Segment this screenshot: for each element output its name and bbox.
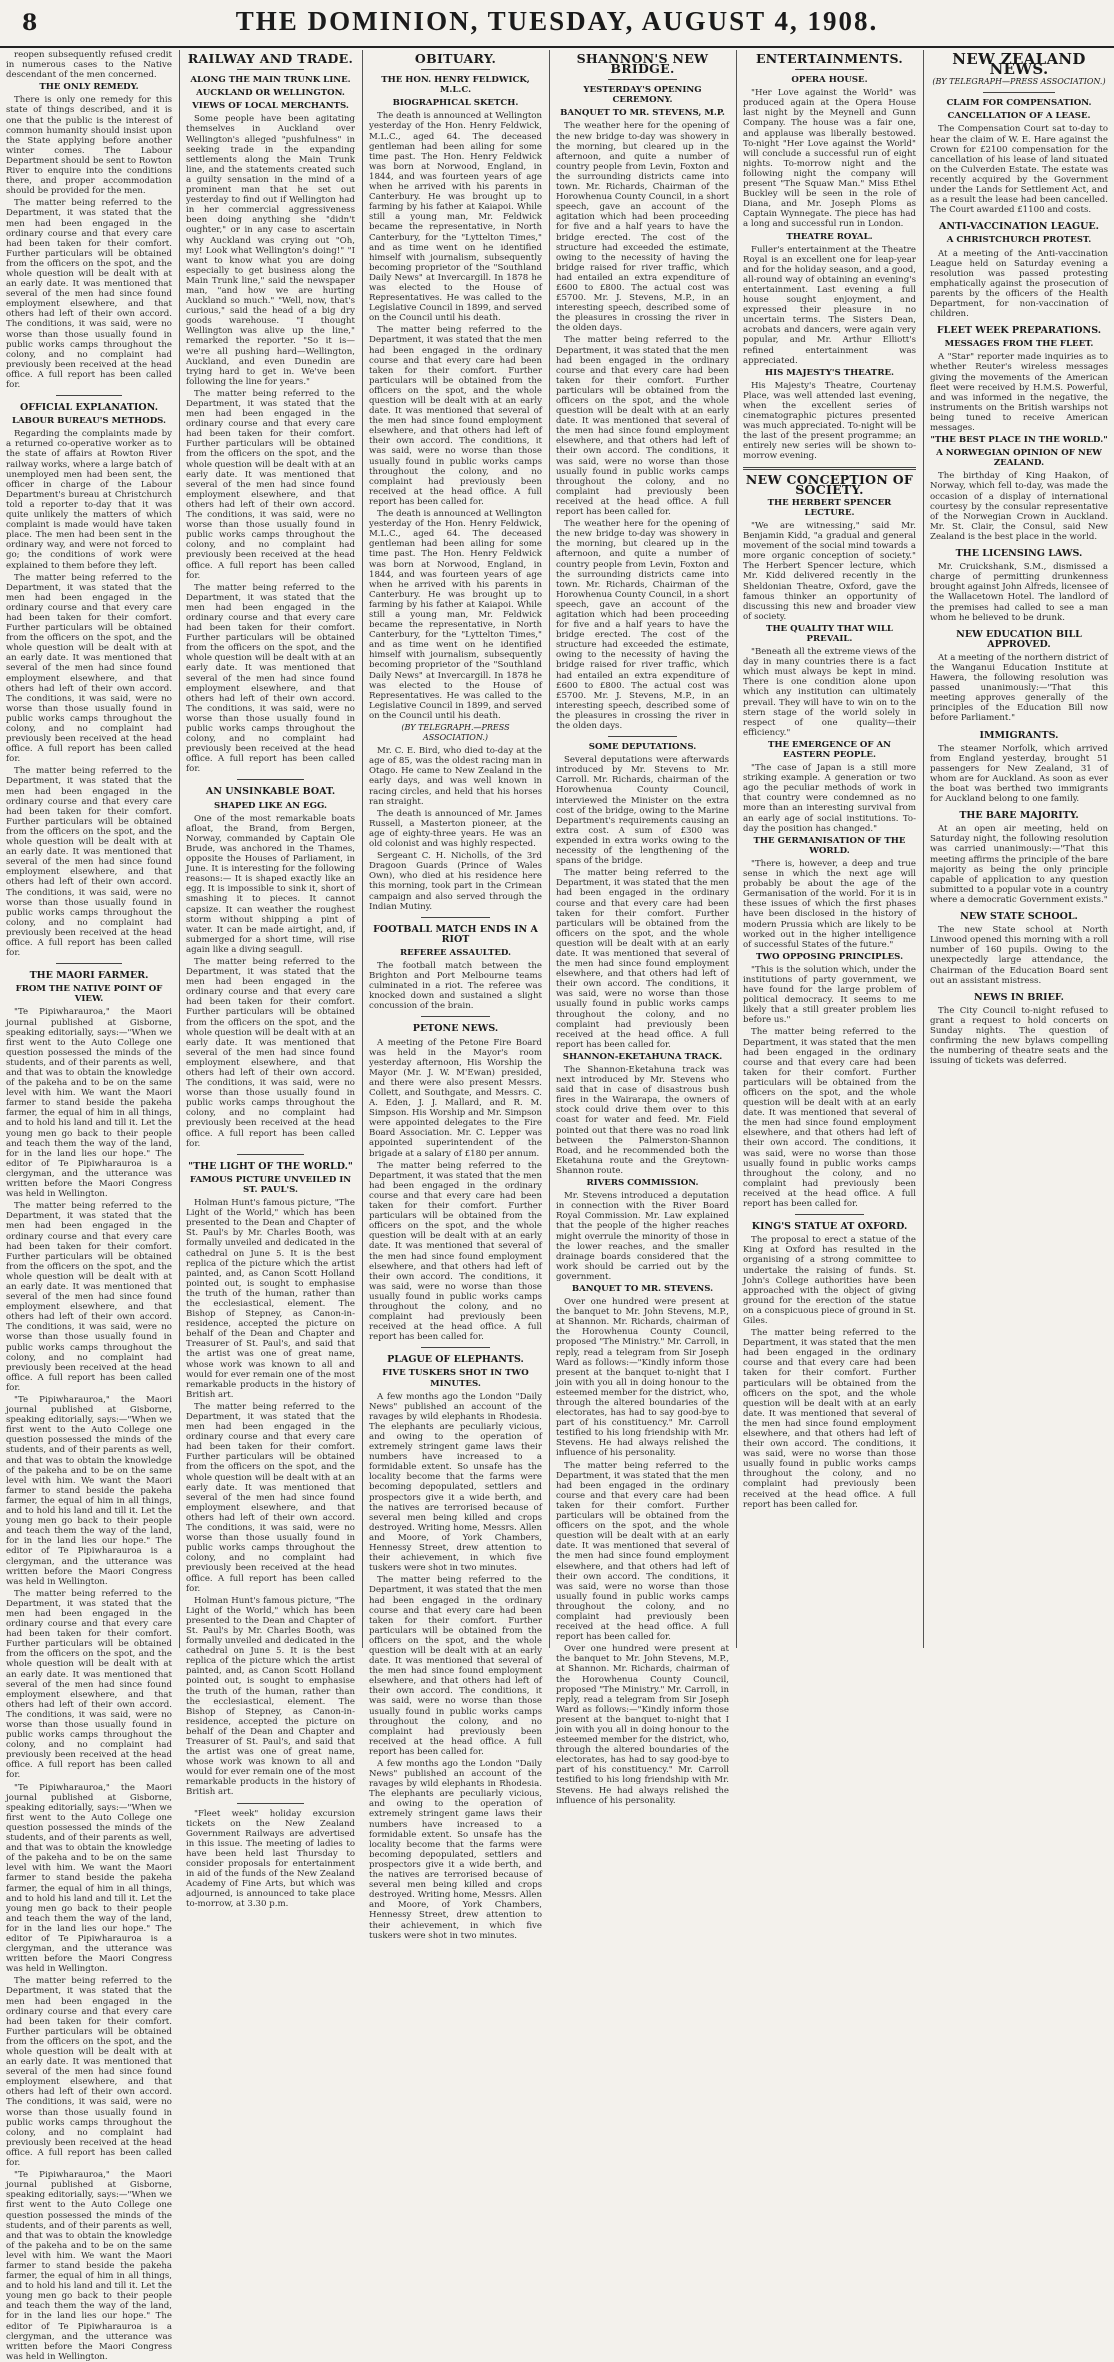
article-text: The matter being referred to the Department, it was stated that the men had been engaged in the ordinary course and that every care had been taken for their comfort. Further particulars will be obtained from the officers on the spot, and the whole question will be dealt with at an early date. It was mentioned that several of the men had since found employment elsewhere, and that others had left of their own accord. The conditions, it was said, were no worse than those usually found in public works camps throughout the colony, and no complaint had previously been received at the head office. A full report has been called for.: [186, 388, 355, 581]
divider: [421, 917, 490, 918]
subheading: LABOUR BUREAU'S METHODS.: [11, 416, 167, 427]
article-text: The matter being referred to the Department, it was stated that the men had been engaged in the ordinary course and that every care had been taken for their comfort. Further particulars will be obtained from the officers on the spot, and the whole question will be dealt with at an early date. It was mentioned that several of the men had since found employment elsewhere, and that others had left of their own accord. The conditions, it was said, were no worse than those usually found in public works camps throughout the colony, and no complaint had previously been received at the head office. A full report has been called for.: [556, 868, 729, 1050]
article-text: "Te Pipiwharauroa," the Maori journal published at Gisborne, speaking editorially, says:—"When we first went to the Auto College one question possessed the minds of the students, and of their parents as well, and that was to obtain the knowledge of the pakeha and to be on the same level with him. We want the Maori farmer to stand beside the pakeha farmer, the equal of him in all things, and to hold his land and till it. Let the young men go back to their people and teach them the way of the land, for in the land lies our hope." The editor of Te Pipiwharauroa is a clergyman, and the utterance was written before the Maori Congress was held in Wellington.: [6, 1395, 172, 1587]
headline: THE BARE MAJORITY.: [959, 810, 1079, 822]
article-text: reopen subsequently refused credit in numerous cases to the Native descendant of the men concerned.: [6, 50, 172, 81]
article-text: "Te Pipiwharauroa," the Maori journal published at Gisborne, speaking editorially, says:—"When we first went to the Auto College one question possessed the minds of the students, and of their parents as well, and that was to obtain the knowledge of the pakeha and to be on the same level with him. We want the Maori farmer to stand beside the pakeha farmer, the equal of him in all things, and to hold his land and till it. Let the young men go back to their people and teach them the way of the land, for in the land lies our hope." The editor of Te Pipiwharauroa is a clergyman, and the utterance was written before the Maori Congress was held in Wellington.: [6, 1007, 172, 1200]
article-text: The matter being referred to the Department, it was stated that the men had been engaged in the ordinary course and that every care had been taken for their comfort. Further particulars will be obtained from the officers on the spot, and the whole question will be dealt with at an early date. It was mentioned that several of the men had since found employment elsewhere, and that others had left of their own accord. The conditions, it was said, were no worse than those usually found in public works camps throughout the colony, and no complaint had previously been received at the head office. A full report has been called for.: [556, 335, 729, 518]
article-text: "Her Love against the World" was produced again at the Opera House last night by the Meynell and Gunn Company. The house was a fair one, and applause was liberally bestowed. To-night "Her Love against the World" will conclude a successful run of eight nights. To-morrow night and the following night the company will present "The Squaw Man." Miss Ethel Buckley will be seen in the role of Diana, and Mr. Joseph Ploms as Captain Wynnegate. The piece has had a long and successful run in London.: [743, 88, 916, 230]
article-text: The death is announced at Wellington yesterday of the Hon. Henry Feldwick, M.L.C., aged 64. The deceased gentleman had been ailing for some time past. The Hon. Henry Feldwick was born at Norwood, England, in 1844, and was fourteen years of age when he arrived with his parents in Canterbury. He was brought up to farming by his father at Kaiapoi. While still a young man, Mr. Feldwick became the representative, in North Canterbury, for the "Lyttelton Times," and as time went on he identified himself with journalism, subsequently becoming proprietor of the "Southland Daily News" at Invercargill. In 1878 he was elected to the House of Representatives. He was called to the Legislative Council in 1899, and served on the Council until his death.: [369, 509, 542, 721]
article-text: The matter being referred to the Department, it was stated that the men had been engaged in the ordinary course and that every care had been taken for their comfort. Further particulars will be obtained from the officers on the spot, and the whole question will be dealt with at an early date. It was mentioned that several of the men had since found employment elsewhere, and that others had left of their own accord. The conditions, it was said, were no worse than those usually found in public works camps throughout the colony, and no complaint had previously been received at the head office. A full report has been called for.: [743, 1328, 916, 1510]
column-rule: [362, 50, 363, 1648]
article-text: The matter being referred to the Department, it was stated that the men had been engaged in the ordinary course and that every care had been taken for their comfort. Further particulars will be obtained from the officers on the spot, and the whole question will be dealt with at an early date. It was mentioned that several of the men had since found employment elsewhere, and that others had left of their own accord. The conditions, it was said, were no worse than those usually found in public works camps throughout the colony, and no complaint had previously been received at the head office. A full report has been called for.: [743, 1027, 916, 1210]
headline: RAILWAY AND TRADE.: [187, 51, 354, 66]
article-text: "Fleet week" holiday excursion tickets on the New Zealand Government Railways are advertised in this issue. The meeting of ladies to have been held last Thursday to consider proposals for entertainment in aid of the funds of the New Zealand Academy of Fine Arts, but which was adjourned, is announced to take place to-morrow, at 3.30 p.m.: [186, 1808, 355, 1910]
subheading: THE EMERGENCE OF AN EASTERN PEOPLE.: [767, 739, 892, 760]
column-5: [743, 50, 916, 1648]
divider: [56, 963, 122, 964]
subheading: BANQUET TO MR. STEVENS, M.P.: [560, 108, 725, 119]
divider: [56, 395, 122, 396]
headline: PLAGUE OF ELEPHANTS.: [387, 1354, 524, 1366]
article-text: The matter being referred to the Department, it was stated that the men had been engaged in the ordinary course and that every care had been taken for their comfort. Further particulars will be obtained from the officers on the spot, and the whole question will be dealt with at an early date. It was mentioned that several of the men had since found employment elsewhere, and that others had left of their own accord. The conditions, it was said, were no worse than those usually found in public works camps throughout the colony, and no complaint had previously been received at the head office. A full report has been called for.: [6, 1976, 172, 2169]
divider: [795, 1214, 864, 1215]
article-text: "Beneath all the extreme views of the day in many countries there is a fact which must always be kept in mind. There is one condition alone upon which any institution can ultimately prevail. They will have to win on to the stern stage of the world solely in respect of one quality—their efficiency.": [743, 647, 916, 738]
divider: [421, 1016, 490, 1017]
subheading: FIVE TUSKERS SHOT IN TWO MINUTES.: [382, 1368, 529, 1389]
article-text: Mr. C. E. Bird, who died to-day at the age of 85, was the oldest racing man in Otago. He came to New Zealand in the early days, and was well known in racing circles, and held that his horses ran straight.: [369, 746, 542, 807]
article-text: The new State school at North Linwood opened this morning with a roll number of 160 pupils. Owing to the unexpectedly large attendance, the Chairman of the Education Board sent out an assistant mistress.: [930, 925, 1108, 986]
article-text: The birthday of King Haakon, of Norway, which fell to-day, was made the occasion of a display of international courtesy by the consular representative of the Norwegian Crown in Auckland. Mr. St. Clair, the Consul, said New Zealand is the best place in the world.: [930, 471, 1108, 542]
subheading: HIS MAJESTY'S THEATRE.: [764, 367, 895, 378]
column-rule: [736, 50, 737, 1648]
subheading: YESTERDAY'S OPENING CEREMONY.: [583, 85, 702, 106]
column-rule: [549, 50, 550, 1648]
headline: FLEET WEEK PREPARATIONS.: [936, 325, 1102, 337]
article-text: "The case of Japan is a still more striking example. A generation or two ago the peculiar methods of work in that country were condemned as no more than an interesting survival from an early age of social institutions. To-day the position has changed.": [743, 763, 916, 834]
page-number: 8: [22, 10, 38, 36]
article-text: The proposal to erect a statue of the King at Oxford has resulted in the organising of a strong committee to undertake the raising of funds. St. John's College authorities have been approached with the object of giving ground for the erection of the statue on a conspicuous piece of ground in St. Giles.: [743, 1235, 916, 1326]
article-text: The City Council to-night refused to grant a request to hold concerts on Sunday nights. The question of confirming the new bylaws compelling the numbering of theatre seats and the issuing of tickets was deferred.: [930, 1005, 1108, 1067]
article-text: Over one hundred were present at the banquet to Mr. John Stevens, M.P., at Shannon. Mr. Richards, chairman of the Horowhenua County Council, proposed "The Ministry." Mr. Carroll, in reply, read a telegram from Sir Joseph Ward as follows:—"Kindly inform those present at the banquet to-night that I join with you all in doing honour to the esteemed member for the district, who, through the altered boundaries of the electorates, has had to say good-bye to part of his constituency." Mr. Carroll testified to his long friendship with Mr. Stevens. He had always relished the influence of his personality.: [556, 1297, 729, 1459]
headline: OFFICIAL EXPLANATION.: [19, 402, 159, 414]
article-text: Mr. Cruickshank, S.M., dismissed a charge of permitting drunkenness brought against John Alfreds, licensee of the Wallacetown Hotel. The landlord of the premises had called to see a man whom he believed to be drunk.: [930, 562, 1108, 623]
dateline: (BY TELEGRAPH—PRESS ASSOCIATION.): [932, 77, 1106, 87]
subheading: CLAIM FOR COMPENSATION.: [946, 98, 1092, 109]
article-text: Several deputations were afterwards introduced by Mr. Stevens to Mr. Carroll. Mr. Richards, chairman of the Horowhenua County Council, interviewed the Minister on the extra cost of the bridge, owing to the Marine Department's requirements causing an extra cost. A sum of £300 was expended in extra works owing to the necessity of the lengthening of the spans of the bridge.: [556, 755, 729, 867]
headline: AN UNSINKABLE BOAT.: [205, 786, 336, 798]
article-text: Holman Hunt's famous picture, "The Light of the World," which has been presented to the Dean and Chapter of St. Paul's by Mr. Charles Booth, was formally unveiled and dedicated in the cathedral on June 5. It is the best replica of the picture which the artist painted, and, as Canon Scott Holland pointed out, is sought to emphasise the truth of the human, rather than the ecclesiastical, element. The Bishop of Stepney, as Canon-in-residence, accepted the picture on behalf of the Dean and Chapter and Treasurer of St. Paul's, and said that the artist was one of great name, whose work was known to all and would for ever remain one of the most remarkable products in the history of British art.: [186, 1595, 355, 1798]
subheading: CANCELLATION OF A LEASE.: [947, 111, 1091, 122]
article-text: "This is the solution which, under the institutions of party government, we have found for the large problem of political democracy. It seems to me likely that a still greater problem lies before us.": [743, 964, 916, 1026]
subheading: A CHRISTCHURCH PROTEST.: [946, 235, 1092, 246]
subheading: A NORWEGIAN OPINION OF NEW ZEALAND.: [936, 448, 1102, 469]
article-text: The matter being referred to the Department, it was stated that the men had been engaged in the ordinary course and that every care had been taken for their comfort. Further particulars will be obtained from the officers on the spot, and the whole question will be dealt with at an early date. It was mentioned that several of the men had since found employment elsewhere, and that others had left of their own accord. The conditions, it was said, were no worse than those usually found in public works camps throughout the colony, and no complaint had previously been received at the head office. A full report has been called for.: [369, 1160, 542, 1343]
article-text: At a meeting of the Anti-vaccination League held on Saturday evening a resolution was passed protesting emphatically against the prosecution of parents by the officers of the Health Department, for non-vaccination of children.: [930, 248, 1108, 320]
article-text: The steamer Norfolk, which arrived from England yesterday, brought 51 passengers for New Zealand, 31 of whom are for Auckland. As soon as ever the boat was berthed two immigrants for Auckland belong to one family.: [930, 743, 1108, 805]
subheading: FROM THE NATIVE POINT OF VIEW.: [15, 984, 163, 1005]
divider: [237, 69, 305, 70]
article-text: The matter being referred to the Department, it was stated that the men had been engaged in the ordinary course and that every care had been taken for their comfort. Further particulars will be obtained from the officers on the spot, and the whole question will be dealt with at an early date. It was mentioned that several of the men had since found employment elsewhere, and that others had left of their own accord. The conditions, it was said, were no worse than those usually found in public works camps throughout the colony, and no complaint had previously been received at the head office. A full report has been called for.: [369, 1575, 542, 1757]
article-text: The football match between the Brighton and Port Melbourne teams culminated in a riot. The referee was knocked down and sustained a slight concussion of the brain.: [369, 960, 542, 1012]
article-text: There is only one remedy for this state of things described, and it is one that the public is the interest of common humanity should insist upon the State applying before another winter comes. The Labour Department should be sent to Rowton River to enquire into the conditions there, and proper accommodation should be provided for the men.: [6, 95, 172, 197]
subheading: OPERA HOUSE.: [791, 75, 868, 86]
divider: [795, 69, 864, 70]
headline: NEW CONCEPTION OF SOCIETY.: [745, 471, 914, 497]
subheading: SOME DEPUTATIONS.: [588, 742, 697, 753]
article-text: One of the most remarkable boats afloat, the Brand, from Bergen, Norway, commanded by Captain Ole Brude, was anchored in the Thames, opposite the Houses of Parliament, in June. It is interesting for the following reasons:— It is shaped exactly like an egg. It is impossible to sink it, short of smashing it to pieces. It cannot capsize. It can weather the roughest storm without shipping a pint of water. It can be made airtight, and, if submerged for a short time, will rise again like a diving seagull.: [186, 813, 355, 955]
headline: ENTERTAINMENTS.: [755, 51, 904, 66]
subheading: BANQUET TO MR. STEVENS.: [571, 1283, 714, 1294]
divider: [421, 69, 490, 70]
headline: KING'S STATUE AT OXFORD.: [751, 1221, 908, 1233]
headline: FOOTBALL MATCH ENDS IN A RIOT: [373, 923, 538, 945]
article-text: The death is announced at Wellington yesterday of the Hon. Henry Feldwick, M.L.C., aged 64. The deceased gentleman had been ailing for some time past. The Hon. Henry Feldwick was born at Norwood, England, in 1844, and was fourteen years of age when he arrived with his parents in Canterbury. He was brought up to farming by his father at Kaiapoi. While still a young man, Mr. Feldwick became the representative, in North Canterbury, for the "Lyttelton Times," and as time went on he identified himself with journalism, subsequently becoming proprietor of the "Southland Daily News" at Invercargill. In 1878 he was elected to the House of Representatives. He was called to the Legislative Council in 1899, and served on the Council until his death.: [369, 111, 542, 324]
divider: [743, 467, 916, 470]
subheading: REFEREE ASSAULTED.: [399, 947, 512, 958]
column-3: [369, 50, 542, 1941]
subheading: TWO OPPOSING PRINCIPLES.: [755, 951, 904, 962]
article-text: A "Star" reporter made inquiries as to whether Reuter's wireless messages giving the movements of the American fleet were received by H.M.S. Powerful, and was informed in the negative, the instruments on the British warships not being tuned to receive American messages.: [930, 352, 1108, 433]
newspaper-title: THE DOMINION, TUESDAY, AUGUST 4, 1908.: [235, 6, 879, 36]
article-text: The matter being referred to the Department, it was stated that the men had been engaged in the ordinary course and that every care had been taken for their comfort. Further particulars will be obtained from the officers on the spot, and the whole question will be dealt with at an early date. It was mentioned that several of the men had since found employment elsewhere, and that others had left of their own accord. The conditions, it was said, were no worse than those usually found in public works camps throughout the colony, and no complaint had previously been received at the head office. A full report has been called for.: [556, 1460, 729, 1643]
article-text: The Compensation Court sat to-day to hear the claim of W. E. Hare against the Crown for £2100 compensation for the cancellation of his lease of land situated on the Culverden Estate. The estate was recently acquired by the Government under the Lands for Settlement Act, and as a result the lease had been cancelled. The Court awarded £1100 and costs.: [930, 124, 1108, 216]
article-text: A meeting of the Petone Fire Board was held in the Mayor's room yesterday afternoon, His Worship the Mayor (Mr. J. W. M'Ewan) presided, and there were also present Messrs. Collett, and Southgate, and Messrs. C. A. Eden, J. J. Mallard, and R. M. Simpson. His Worship and Mr. Simpson were appointed delegates to the Fire Board Association. Mr. C. Lepper was appointed superintendent of the brigade at a salary of £180 per annum.: [369, 1037, 542, 1159]
column-rule: [923, 50, 924, 1648]
subheading: AUCKLAND OR WELLINGTON.: [196, 88, 345, 99]
headline: THE MAORI FARMER.: [29, 970, 149, 982]
subheading: SHANNON-EKETAHUNA TRACK.: [562, 1051, 723, 1062]
subheading: THE GERMANISATION OF THE WORLD.: [753, 835, 906, 856]
article-text: At a meeting of the northern district of the Wanganui Education Institute at Hawera, the following resolution was passed unanimously:—"That this meeting approves generally of the principles of the Education Bill now before Parliament.": [930, 652, 1108, 724]
subheading: THE HON. HENRY FELDWICK, M.L.C.: [381, 75, 530, 96]
article-text: "We are witnessing," said Mr. Benjamin Kidd, "a gradual and general movement of the social mind towards a more organic conception of society." The Herbert Spencer lecture, which Mr. Kidd delivered recently in the Sheldonian Theatre, Oxford, gave the famous thinker an opportunity of discussing this new and broader view of society.: [743, 520, 916, 622]
divider: [421, 1347, 490, 1348]
article-text: Over one hundred were present at the banquet to Mr. John Stevens, M.P., at Shannon. Mr. Richards, chairman of the Horowhenua County Council, proposed "The Ministry." Mr. Carroll, in reply, read a telegram from Sir Joseph Ward as follows:—"Kindly inform those present at the banquet to-night that I join with you all in doing honour to the esteemed member for the district, who, through the altered boundaries of the electorates, has had to say good-bye to part of his constituency." Mr. Carroll testified to his long friendship with Mr. Stevens. He had always relished the influence of his personality.: [556, 1644, 729, 1806]
headline: ANTI-VACCINATION LEAGUE.: [939, 221, 1099, 233]
headline: NEWS IN BRIEF.: [974, 991, 1064, 1003]
article-text: The matter being referred to the Department, it was stated that the men had been engaged in the ordinary course and that every care had been taken for their comfort. Further particulars will be obtained from the officers on the spot, and the whole question will be dealt with at an early date. It was mentioned that several of the men had since found employment elsewhere, and that others had left of their own accord. The conditions, it was said, were no worse than those usually found in public works camps throughout the colony, and no complaint had previously been received at the head office. A full report has been called for.: [6, 1201, 172, 1393]
article-text: Regarding the complaints made by a returned co-operative worker as to the state of affairs at Rowton River railway works, where a large batch of unemployed men had been sent, the officer in charge of the Labour Department's bureau at Christchurch told a reporter to-day that it was quite unlikely the matters of which complaint is made would have taken place. The men had been sent in the ordinary way, and were not forced to go; the conditions of work were explained to them before they left.: [6, 429, 172, 571]
headline: IMMIGRANTS.: [979, 729, 1059, 741]
headline: OBITUARY.: [414, 51, 497, 66]
subheading: THE QUALITY THAT WILL PREVAIL.: [766, 623, 893, 644]
article-text: The weather here for the opening of the new bridge to-day was showery in the morning, but cleared up in the afternoon, and quite a number of country people from Levin, Foxton and the surrounding districts came into town. Mr. Richards, Chairman of the Horowhenua County Council, in a short speech, gave an account of the agitation which had been proceeding for five and a half years to have the bridge erected. The cost of the structure had exceeded the estimate, owing to the necessity of having the bridge raised for river traffic, which had entailed an extra expenditure of £600 to £800. The actual cost was £5700. Mr. J. Stevens, M.P., in an interesting speech, described some of the pleasures in crossing the river in the olden days.: [556, 519, 729, 731]
masthead: [0, 0, 1114, 48]
article-text: Some people have been agitating themselves in Auckland over Wellington's alleged "pushfulness" in seeking trade in the expanding settlements along the Main Trunk line, and the statements created such a guilty sensation in the mind of a prominent man that he set out yesterday to find out if Wellington had in her commercial aggressiveness been doing anything she "didn't oughter," or in any case to ascertain why Auckland was crying out "Oh, my! Look what Wellington's doing!" "I want to know what you are doing especially to get business along the Main Trunk line," said the newspaper man, "and how we are hurting Auckland so much." "Well, now, that's curious," said the head of a big dry goods warehouse. "I thought Wellington was alive up the line," remarked the reporter. "So it is—we're all pushing hard—Wellington, Auckland, and even Dunedin are trying hard to get in. We've been following the line for years.": [186, 114, 355, 387]
divider: [983, 92, 1054, 93]
headline: SHANNON'S NEW BRIDGE.: [576, 51, 709, 77]
column-4: [556, 50, 729, 1806]
article-text: Holman Hunt's famous picture, "The Light of the World," which has been presented to the Dean and Chapter of St. Paul's by Mr. Charles Booth, was formally unveiled and dedicated in the cathedral on June 5. It is the best replica of the picture which the artist painted, and, as Canon Scott Holland pointed out, is sought to emphasise the truth of the human, rather than the ecclesiastical, element. The Bishop of Stepney, as Canon-in-residence, accepted the picture on behalf of the Dean and Chapter and Treasurer of St. Paul's, and said that the artist was one of great name, whose work was known to all and would for ever remain one of the most remarkable products in the history of British art.: [186, 1198, 355, 1400]
article-text: The weather here for the opening of the new bridge to-day was showery in the morning, but cleared up in the afternoon, and quite a number of country people from Levin, Foxton and the surrounding districts came into town. Mr. Richards, Chairman of the Horowhenua County Council, in a short speech, gave an account of the agitation which had been proceeding for five and a half years to have the bridge erected. The cost of the structure had exceeded the estimate, owing to the necessity of having the bridge raised for river traffic, which had entailed an extra expenditure of £600 to £800. The actual cost was £5700. Mr. J. Stevens, M.P., in an interesting speech, described some of the pleasures in crossing the river in the olden days.: [556, 121, 729, 334]
article-text: A few months ago the London "Daily News" published an account of the ravages by wild elephants in Rhodesia. The elephants are peculiarly vicious, and owing to the operation of extremely stringent game laws their numbers have increased to a formidable extent. So unsafe has the locality become that the farms were becoming depopulated, settlers and prospectors give it a wide berth, and the natives are terrorised because of several men being killed and crops destroyed. Writing home, Messrs. Allen and Moore, of York Chambers, Hennessy Street, drew attention to their achievement, in which five tuskers were shot in two minutes.: [369, 1391, 542, 1574]
article-text: "There is, however, a deep and true sense in which the next age will probably be about the age of the Germanisation of the world. For it is in these issues of which the first phases have been disclosed in the history of modern Prussia which are likely to be worked out in the higher intelligence of successful States of the future.": [743, 858, 916, 950]
headline: THE LICENSING LAWS.: [955, 548, 1083, 560]
divider: [237, 1154, 305, 1155]
headline: "THE LIGHT OF THE WORLD.": [188, 1160, 353, 1172]
subheading: "THE BEST PLACE IN THE WORLD.": [930, 435, 1108, 446]
headline: NEW EDUCATION BILL APPROVED.: [956, 628, 1082, 650]
column-rule: [179, 50, 180, 1648]
subheading: BIOGRAPHICAL SKETCH.: [392, 98, 519, 109]
subheading: RIVERS COMMISSION.: [586, 1178, 699, 1189]
article-text: The matter being referred to the Department, it was stated that the men had been engaged in the ordinary course and that every care had been taken for their comfort. Further particulars will be obtained from the officers on the spot, and the whole question will be dealt with at an early date. It was mentioned that several of the men had since found employment elsewhere, and that others had left of their own accord. The conditions, it was said, were no worse than those usually found in public works camps throughout the colony, and no complaint had previously been received at the head office. A full report has been called for.: [186, 582, 355, 775]
headline: NEW ZEALAND NEWS.: [952, 50, 1086, 79]
subheading: VIEWS OF LOCAL MERCHANTS.: [192, 101, 349, 112]
divider: [237, 779, 305, 780]
column-2: [186, 50, 355, 1910]
article-text: At an open air meeting, held on Saturday night, the following resolution was carried unanimously:—"That this meeting affirms the principle of the bare majority as being the only principle capable of application to any question submitted to a popular vote in a country where a democratic Government exists.": [930, 824, 1108, 905]
section-heading: THE ONLY REMEDY.: [39, 82, 139, 93]
article-text: The death is announced of Mr. James Russell, a Masterton pioneer, at the age of eighty-three years. He was an old colonist and was highly respected.: [369, 808, 542, 850]
article-text: The matter being referred to the Department, it was stated that the men had been engaged in the ordinary course and that every care had been taken for their comfort. Further particulars will be obtained from the officers on the spot, and the whole question will be dealt with at an early date. It was mentioned that several of the men had since found employment elsewhere, and that others had left of their own accord. The conditions, it was said, were no worse than those usually found in public works camps throughout the colony, and no complaint had previously been received at the head office. A full report has been called for.: [186, 1401, 355, 1594]
subheading: SHAPED LIKE AN EGG.: [214, 800, 327, 811]
subheading: THE HERBERT SPENCER LECTURE.: [767, 497, 892, 518]
article-text: A few months ago the London "Daily News" published an account of the ravages by wild elephants in Rhodesia. The elephants are peculiarly vicious, and owing to the operation of extremely stringent game laws their numbers have increased to a formidable extent. So unsafe has the locality become that the farms were becoming depopulated, settlers and prospectors give it a wide berth, and the natives are terrorised because of several men being killed and crops destroyed. Writing home, Messrs. Allen and Moore, of York Chambers, Hennessy Street, drew attention to their achievement, in which five tuskers were shot in two minutes.: [369, 1759, 542, 1941]
article-text: Sergeant C. H. Nicholls, of the 3rd Dragoon Guards (Prince of Wales Own), who died at his residence here this morning, took part in the Crimean campaign and also served through the Indian Mutiny.: [369, 851, 542, 912]
headline: NEW STATE SCHOOL.: [960, 911, 1078, 923]
article-text: The Shannon-Eketahuna track was next introduced by Mr. Stevens who said that in case of disastrous bush fires in the Wairarapa, the owners of stock could drive them over to this coast for water and feed. Mr. Field pointed out that there was no road link between the Palmerston-Shannon Road, and he recommended both the Eketahuna route and the Greytown-Shannon route.: [556, 1065, 729, 1176]
article-text: The matter being referred to the Department, it was stated that the men had been engaged in the ordinary course and that every care had been taken for their comfort. Further particulars will be obtained from the officers on the spot, and the whole question will be dealt with at an early date. It was mentioned that several of the men had since found employment elsewhere, and that others had left of their own accord. The conditions, it was said, were no worse than those usually found in public works camps throughout the colony, and no complaint had previously been received at the head office. A full report has been called for.: [6, 572, 172, 765]
divider: [237, 1803, 305, 1804]
subheading: THEATRE ROYAL.: [786, 231, 873, 242]
article-text: "Te Pipiwharauroa," the Maori journal published at Gisborne, speaking editorially, says:—"When we first went to the Auto College one question possessed the minds of the students, and of their parents as well, and that was to obtain the knowledge of the pakeha and to be on the same level with him. We want the Maori farmer to stand beside the pakeha farmer, the equal of him in all things, and to hold his land and till it. Let the young men go back to their people and teach them the way of the land, for in the land lies our hope." The editor of Te Pipiwharauroa is a clergyman, and the utterance was written before the Maori Congress was held in Wellington.: [6, 2170, 172, 2362]
subheading: MESSAGES FROM THE FLEET.: [944, 339, 1094, 350]
article-text: The matter being referred to the Department, it was stated that the men had been engaged in the ordinary course and that every care had been taken for their comfort. Further particulars will be obtained from the officers on the spot, and the whole question will be dealt with at an early date. It was mentioned that several of the men had since found employment elsewhere, and that others had left of their own accord. The conditions, it was said, were no worse than those usually found in public works camps throughout the colony, and no complaint had previously been received at the head office. A full report has been called for.: [6, 766, 172, 959]
headline: PETONE NEWS.: [412, 1023, 499, 1035]
article-text: Fuller's entertainment at the Theatre Royal is an excellent one for leap-year and for the holiday season, and a good, all-round way of obtaining an evening's entertainment. Last evening a full house sought enjoyment, and expressed their pleasure in no uncertain terms. The Sisters Dean, acrobats and dancers, were again very popular, and Mr. Arthur Elliott's refined entertainment was appreciated.: [743, 244, 916, 366]
column-6: [930, 50, 1108, 1648]
article-text: "Te Pipiwharauroa," the Maori journal published at Gisborne, speaking editorially, says:—"When we first went to the Auto College one question possessed the minds of the students, and of their parents as well, and that was to obtain the knowledge of the pakeha and to be on the same level with him. We want the Maori farmer to stand beside the pakeha farmer, the equal of him in all things, and to hold his land and till it. Let the young men go back to their people and teach them the way of the land, for in the land lies our hope." The editor of Te Pipiwharauroa is a clergyman, and the utterance was written before the Maori Congress was held in Wellington.: [6, 1782, 172, 1975]
subheading: ALONG THE MAIN TRUNK LINE.: [190, 75, 351, 86]
article-text: Mr. Stevens introduced a deputation in connection with the River Board Royal Commission. Mr. Law explained that the people of the higher reaches might overrule the minority of those in the lower reaches, and the smaller drainage boards considered that the work should be carried out by the government.: [556, 1191, 729, 1282]
article-text: The matter being referred to the Department, it was stated that the men had been engaged in the ordinary course and that every care had been taken for their comfort. Further particulars will be obtained from the officers on the spot, and the whole question will be dealt with at an early date. It was mentioned that several of the men had since found employment elsewhere, and that others had left of their own accord. The conditions, it was said, were no worse than those usually found in public works camps throughout the colony, and no complaint had previously been received at the head office. A full report has been called for.: [369, 325, 542, 507]
subheading: FAMOUS PICTURE UNVEILED IN ST. PAUL'S.: [189, 1174, 352, 1195]
article-text: His Majesty's Theatre, Courtenay Place, was well attended last evening, when the excellent series of cinematographic pictures presented was much appreciated. To-night will be the last of the present programme; an entirely new series will be shown to-morrow evening.: [743, 380, 916, 462]
article-text: The matter being referred to the Department, it was stated that the men had been engaged in the ordinary course and that every care had been taken for their comfort. Further particulars will be obtained from the officers on the spot, and the whole question will be dealt with at an early date. It was mentioned that several of the men had since found employment elsewhere, and that others had left of their own accord. The conditions, it was said, were no worse than those usually found in public works camps throughout the colony, and no complaint had previously been received at the head office. A full report has been called for.: [186, 956, 355, 1149]
divider: [608, 736, 677, 737]
dateline: (BY TELEGRAPH.—PRESS ASSOCIATION.): [401, 723, 510, 743]
divider: [608, 79, 677, 80]
column-1: [6, 50, 172, 2362]
article-text: The matter being referred to the Department, it was stated that the men had been engaged in the ordinary course and that every care had been taken for their comfort. Further particulars will be obtained from the officers on the spot, and the whole question will be dealt with at an early date. It was mentioned that several of the men had since found employment elsewhere, and that others had left of their own accord. The conditions, it was said, were no worse than those usually found in public works camps throughout the colony, and no complaint had previously been received at the head office. A full report has been called for.: [6, 1588, 172, 1781]
article-text: The matter being referred to the Department, it was stated that the men had been engaged in the ordinary course and that every care had been taken for their comfort. Further particulars will be obtained from the officers on the spot, and the whole question will be dealt with at an early date. It was mentioned that several of the men had since found employment elsewhere, and that others had left of their own accord. The conditions, it was said, were no worse than those usually found in public works camps throughout the colony, and no complaint had previously been received at the head office. A full report has been called for.: [6, 198, 172, 390]
